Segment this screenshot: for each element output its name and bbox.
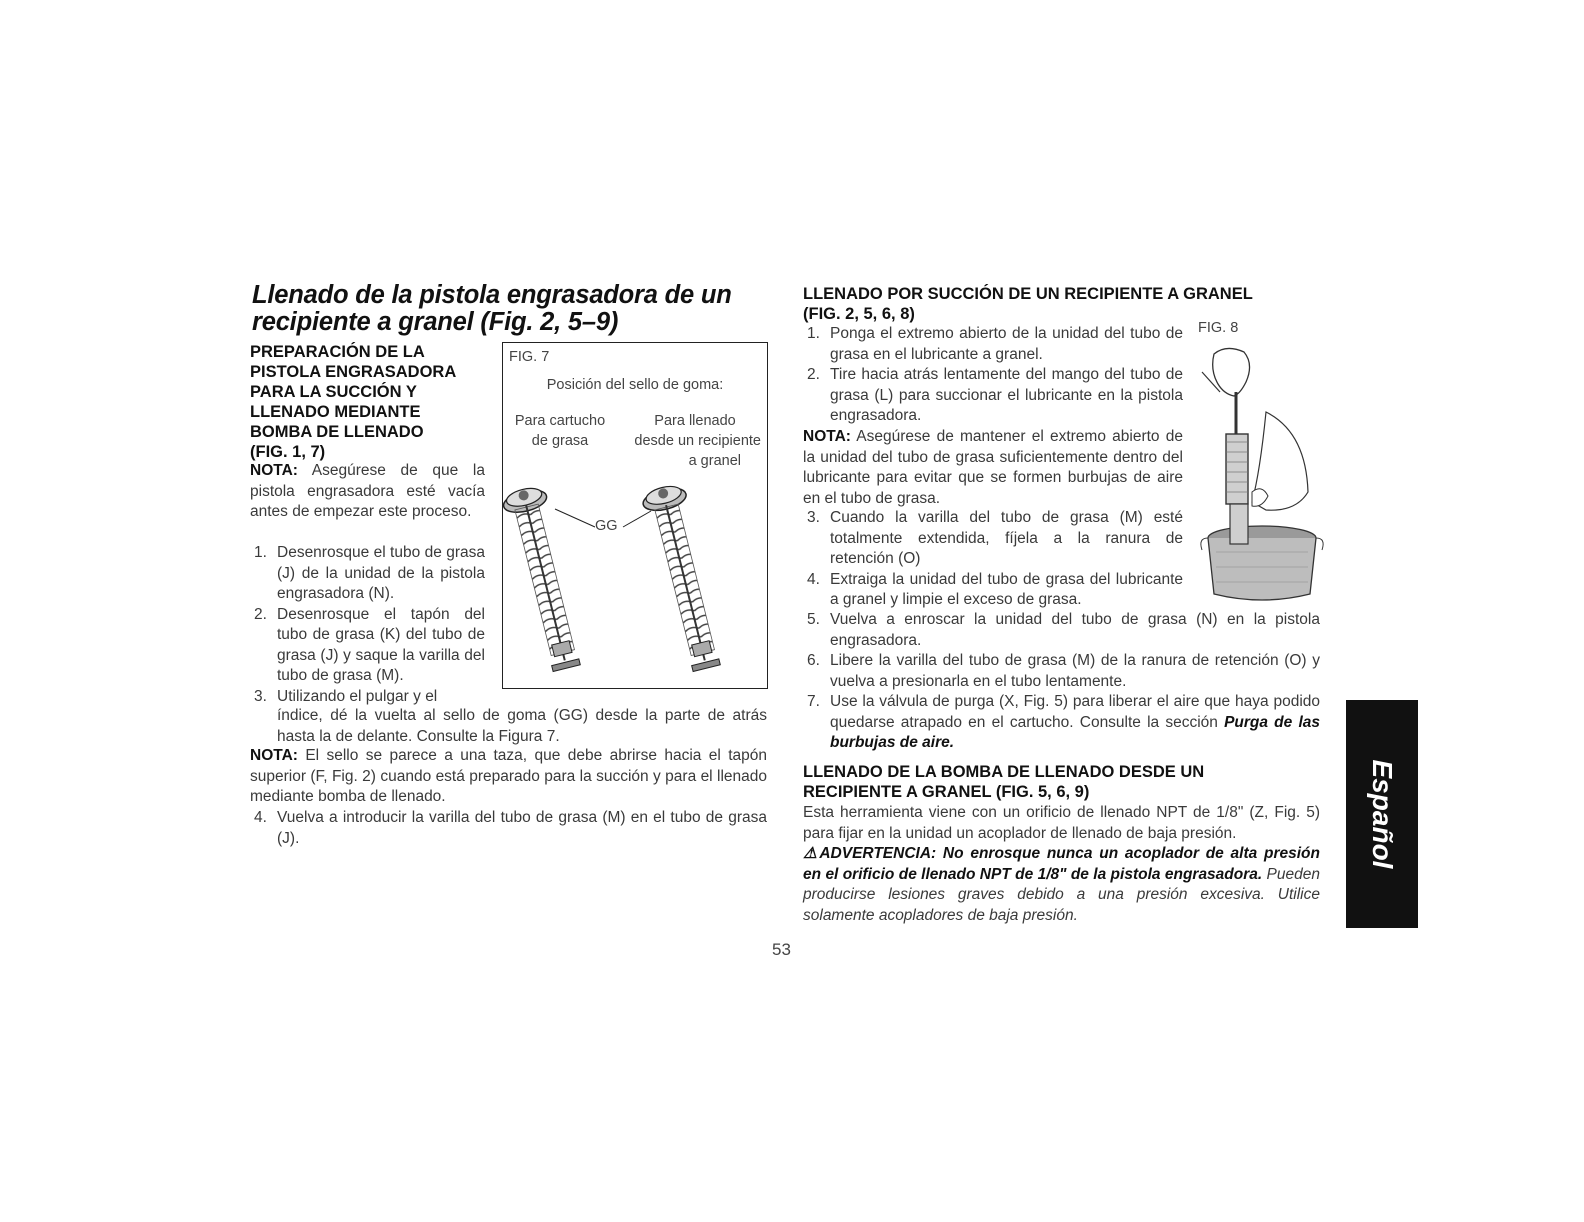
list-item: 2. Tire hacia atrás lentamente del mango del tubo de grasa (L) para succionar el lubricante en la pistola engrasadora. [807, 366, 1183, 424]
list-item: 7. Use la válvula de purga (X, Fig. 5) para liberar el aire que haya podido quedarse atrapado en el cartucho. Consulte la sección Purga de las burbujas de aire. [807, 693, 1320, 751]
list-item: 5. Vuelva a enroscar la unidad del tubo de grasa (N) en la pistola engrasadora. [807, 611, 1320, 649]
subheading-line: PARA LA SUCCIÓN Y [250, 383, 417, 401]
tube-right [640, 482, 728, 673]
steps-list-right-b [803, 508, 1183, 611]
note-label: NOTA: [250, 747, 298, 764]
note-text: Asegúrese de mantener el extremo abierto de la unidad del tubo de grasa suficientemente dentro del lubricante para evitar que se formen burbujas de aire en el tubo de grasa. [803, 428, 1183, 507]
list-item: 4. Extraiga la unidad del tubo de grasa del lubricante a granel y limpie el exceso de grasa. [807, 570, 1183, 608]
list-item: 6. Libere la varilla del tubo de grasa (M) de la ranura de retención (O) y vuelva a presionarla en el tubo lentamente. [807, 652, 1320, 690]
list-item: 2. Desenrosque el tapón del tubo de grasa (K) del tubo de grasa (J) y saque la varilla del tubo de grasa (M). [254, 605, 485, 684]
figure-7 [502, 342, 768, 689]
step-3-continued: índice, dé la vuelta al sello de goma (GG) desde la parte de atrás hasta la de delante. Consulte la Figura 7. [277, 707, 767, 745]
note-empty-gun [250, 461, 485, 523]
language-tab-label: Español [1367, 759, 1398, 869]
figure-label: FIG. 7 [509, 349, 550, 365]
note-seal [250, 746, 767, 808]
note-air-bubbles [803, 427, 1183, 509]
list-item: 4. Vuelva a introducir la varilla del tubo de grasa (M) en el tubo de grasa (J). [254, 809, 767, 847]
subheading-line: LLENADO MEDIANTE [250, 403, 421, 421]
subheading-preparation [250, 342, 490, 462]
subheading-line: (FIG. 1, 7) [250, 443, 326, 461]
warning [803, 844, 1320, 926]
figure-8-bucket-illustration [1196, 342, 1328, 604]
steps-list-right-a [803, 324, 1183, 427]
subheading-line: PREPARACIÓN DE LA [250, 343, 425, 361]
subheading-line: PISTOLA ENGRASADORA [250, 363, 457, 381]
subheading-line: BOMBA DE LLENADO [250, 423, 424, 441]
steps-list-left [250, 543, 485, 707]
page-number: 53 [772, 940, 791, 959]
note-label: NOTA: [803, 428, 851, 445]
cross-reference: Purga de las burbujas de aire. [830, 713, 1320, 751]
list-item: 1. Ponga el extremo abierto de la unidad del tubo de grasa en el lubricante a granel. [807, 325, 1183, 363]
warning-text: Pueden producirse lesiones graves debido a una presión excesiva. Utilice solamente acopladores de baja presión. [803, 865, 1320, 924]
note-label: NOTA: [250, 462, 298, 479]
note-text: Asegúrese de que la pistola engrasadora esté vacía antes de empezar este proceso. [250, 462, 485, 520]
language-tab [1346, 700, 1418, 928]
grease-tube-illustration [503, 473, 767, 688]
list-item: 3. Utilizando el pulgar y el [254, 687, 438, 705]
fig7-left-label: Para cartucho de grasa [514, 413, 606, 449]
list-item: 1. Desenrosque el tubo de grasa (J) de la unidad de la pistola engrasadora (N). [254, 544, 485, 602]
steps-list-left-2 [250, 808, 767, 849]
steps-list-right-c [803, 610, 1320, 754]
tube-left [503, 484, 588, 673]
callout-gg: GG [595, 518, 618, 534]
list-item: 3. Cuando la varilla del tubo de grasa (M) esté totalmente extendida, fíjela a la ranura de retención (O) [807, 509, 1183, 567]
fig7-right-label: Para llenado desde un recipiente a granel [634, 413, 761, 469]
section-title: Llenado de la pistola engrasadora de un recipiente a granel (Fig. 2, 5–9) [252, 281, 732, 336]
figure-caption: Posición del sello de goma: [546, 377, 724, 393]
note-text: El sello se parece a una taza, que debe abrirse hacia el tapón superior (F, Fig. 2) cuando está preparado para la succión y para el llenado mediante bomba de llenado. [250, 747, 767, 805]
paragraph-npt-port: Esta herramienta viene con un orificio de llenado NPT de 1/8" (Z, Fig. 5) para fijar en la unidad un acoplador de llenado de baja presión. [803, 804, 1320, 842]
warning-text-bold: ADVERTENCIA: No enrosque nunca un acoplador de alta presión en el orificio de llenado NPT de 1/8" de la pistola engrasadora. [803, 845, 1320, 883]
figure-8-label: FIG. 8 [1198, 320, 1239, 336]
heading-fill-pump: LLENADO DE LA BOMBA DE LLENADO DESDE UN RECIPIENTE A GRANEL (FIG. 5, 6, 9) [803, 763, 1205, 801]
warning-icon: ⚠ [803, 845, 820, 862]
heading-suction: LLENADO POR SUCCIÓN DE UN RECIPIENTE A GRANEL (FIG. 2, 5, 6, 8) [803, 285, 1253, 323]
